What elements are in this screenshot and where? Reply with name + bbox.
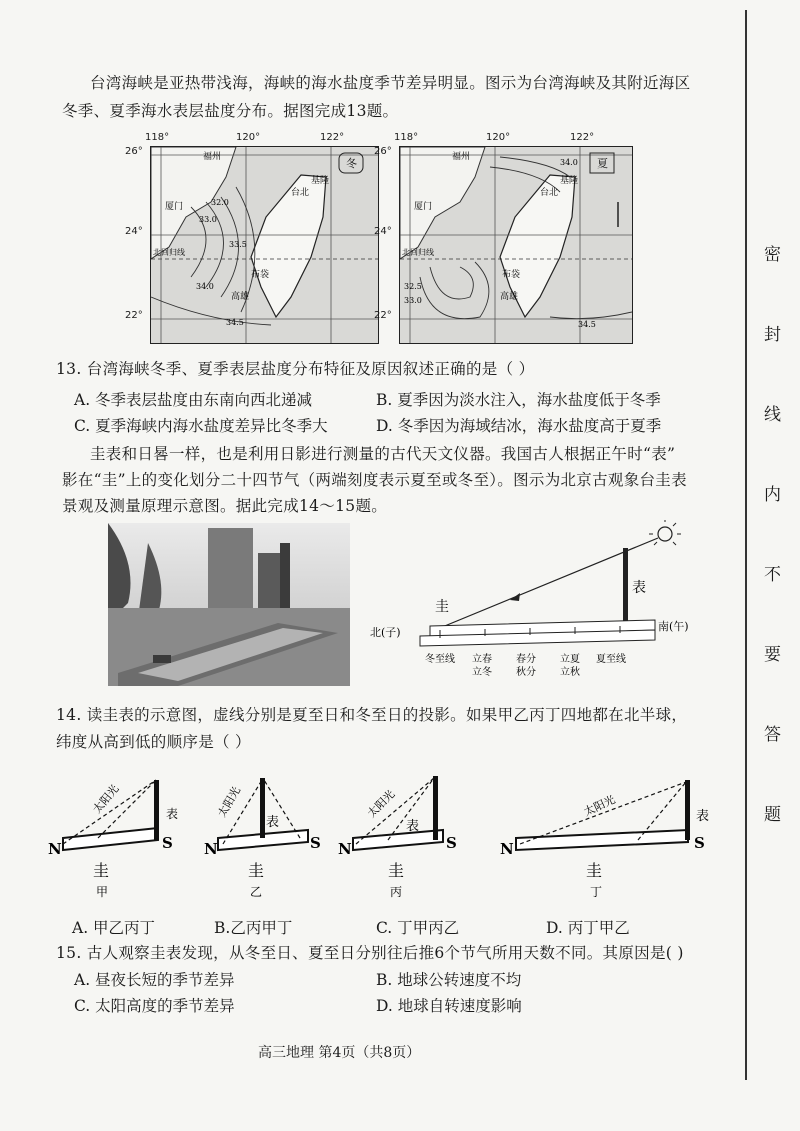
q14-stem-line2: 纬度从高到低的顺序是（ ） — [56, 733, 251, 751]
fig-s-label: S — [694, 834, 705, 852]
seal-char: 线 — [764, 405, 781, 425]
south-label: 南(午) — [658, 620, 689, 633]
isoline-label: 32.0 — [211, 198, 229, 207]
place-budai: 布袋 — [502, 270, 521, 280]
winter-map-graphic — [151, 147, 378, 343]
seal-char: 答 — [764, 725, 781, 745]
fig-s-label: S — [310, 834, 321, 852]
q15-stem: 15. 古人观察圭表发现，从冬至日、夏至日分别往后推6个节气所用天数不同。其原因是( ) — [56, 944, 684, 962]
lat-tick: 26° — [374, 146, 392, 157]
seal-line — [745, 10, 747, 1080]
isoline-label: 33.0 — [404, 296, 422, 305]
fig-biao-label: 表 — [406, 819, 420, 834]
fig-gui-label: 圭 — [388, 861, 405, 880]
fig-biao-label: 表 — [166, 807, 179, 821]
place-taibei: 台北 — [291, 188, 310, 198]
q14-option-c[interactable]: C. 丁甲丙乙 — [376, 919, 460, 937]
q14-option-b[interactable]: B.乙丙甲丁 — [214, 919, 293, 937]
tropic-line-label: 北回归线 — [153, 248, 185, 257]
mark-lixia: 立夏 — [560, 654, 580, 665]
intro-14-line3: 景观及测量原理示意图。据此完成14～15题。 — [62, 497, 388, 515]
page-footer: 高三地理 第4页（共8页） — [258, 1045, 421, 1061]
q15-option-b[interactable]: B. 地球公转速度不均 — [376, 971, 522, 989]
q15-option-c[interactable]: C. 太阳高度的季节差异 — [74, 997, 235, 1015]
figure-jia-label: 甲 — [96, 885, 109, 899]
mark-lichun: 立春 — [472, 654, 492, 665]
q15-option-d[interactable]: D. 地球自转速度影响 — [376, 997, 522, 1015]
lon-tick: 120° — [236, 132, 261, 143]
lat-tick: 24° — [125, 226, 143, 237]
fig-n-label: N — [338, 840, 352, 858]
figure-jia — [48, 780, 178, 899]
fig-n-label: N — [204, 840, 218, 858]
fig-s-label: S — [446, 834, 457, 852]
lon-tick: 120° — [486, 132, 511, 143]
seal-char: 题 — [764, 805, 781, 825]
place-jilong: 基隆 — [311, 176, 330, 186]
fig-n-label: N — [500, 840, 514, 858]
figure-yi — [204, 778, 321, 899]
seal-char: 不 — [764, 565, 781, 585]
lon-tick: 118° — [145, 132, 170, 143]
fig-sun-label: 太阳光 — [90, 782, 122, 816]
observatory-photo-graphic — [108, 523, 350, 686]
fig-n-label: N — [48, 840, 62, 858]
fig-sun-label: 太阳光 — [364, 787, 398, 821]
q14-figures — [38, 768, 728, 908]
mark-qiufen: 秋分 — [516, 667, 536, 678]
lat-tick: 26° — [125, 146, 143, 157]
q13-option-b[interactable]: B. 夏季因为淡水注入，海水盐度低于冬季 — [376, 391, 661, 409]
figure-ding — [500, 780, 709, 899]
q14-stem-line1: 14. 读圭表的示意图，虚线分别是夏至日和冬至日的投影。如果甲乙丙丁四地都在北半球， — [56, 706, 688, 724]
isoline-label: 34.0 — [560, 158, 578, 167]
intro-14-line1: 圭表和日晷一样，也是利用日影进行测量的古代天文仪器。我国古人根据正午时“表” — [90, 445, 676, 463]
seal-char: 内 — [764, 485, 781, 505]
mark-dongzhi: 冬至线 — [425, 654, 455, 665]
place-fuzhou: 福州 — [452, 152, 471, 162]
lat-tick: 22° — [125, 310, 143, 321]
mark-xiazhi: 夏至线 — [596, 654, 626, 665]
summer-season-tag: 夏 — [597, 157, 608, 170]
q13-option-a[interactable]: A. 冬季表层盐度由东南向西北递减 — [74, 391, 313, 409]
q13-option-c[interactable]: C. 夏季海峡内海水盐度差异比冬季大 — [74, 417, 328, 435]
place-gaoxiong: 高雄 — [500, 292, 519, 302]
mark-liqiu: 立秋 — [560, 667, 580, 678]
lon-tick: 118° — [394, 132, 419, 143]
north-label: 北(子) — [370, 626, 401, 639]
biao-label: 表 — [632, 580, 646, 596]
figure-yi-label: 乙 — [250, 885, 263, 899]
isoline-label: 32.5 — [404, 282, 422, 291]
seal-char: 要 — [764, 645, 781, 665]
place-xiamen: 厦门 — [414, 202, 433, 212]
q13-stem: 13. 台湾海峡冬季、夏季表层盐度分布特征及原因叙述正确的是（ ） — [56, 360, 535, 378]
place-taibei: 台北 — [540, 188, 559, 198]
tropic-line-label: 北回归线 — [402, 248, 434, 257]
figure-bing — [338, 776, 457, 899]
place-gaoxiong: 高雄 — [231, 292, 250, 302]
fig-gui-label: 圭 — [586, 861, 603, 880]
place-budai: 布袋 — [251, 270, 270, 280]
q14-option-a[interactable]: A. 甲乙丙丁 — [72, 919, 156, 937]
isoline-label: 34.0 — [196, 282, 214, 291]
observatory-photo — [108, 523, 350, 686]
lat-tick: 24° — [374, 226, 392, 237]
isoline-label: 34.5 — [226, 318, 244, 327]
place-fuzhou: 福州 — [203, 152, 222, 162]
gui-label: 圭 — [435, 599, 449, 615]
winter-season-tag: 冬 — [346, 157, 357, 170]
place-xiamen: 厦门 — [165, 202, 184, 212]
summer-map-graphic — [400, 147, 632, 343]
q14-figures-graphic — [38, 768, 728, 908]
intro-13-line1: 台湾海峡是亚热带浅海，海峡的海水盐度季节差异明显。图示为台湾海峡及其附近海区 — [90, 74, 691, 92]
lon-tick: 122° — [320, 132, 345, 143]
place-jilong: 基隆 — [560, 176, 579, 186]
fig-s-label: S — [162, 834, 173, 852]
winter-salinity-map — [150, 146, 379, 344]
fig-gui-label: 圭 — [248, 861, 265, 880]
mark-lidong: 立冬 — [472, 667, 492, 678]
fig-gui-label: 圭 — [93, 861, 110, 880]
q15-option-a[interactable]: A. 昼夜长短的季节差异 — [74, 971, 235, 989]
fig-sun-label: 太阳光 — [215, 784, 244, 820]
intro-14-line2: 影在“圭”上的变化划分二十四节气（两端刻度表示夏至或冬至）。图示为北京古观象台圭表 — [62, 471, 687, 489]
intro-13-line2: 冬季、夏季海水表层盐度分布。据图完成13题。 — [62, 102, 399, 120]
isoline-label: 34.5 — [578, 320, 596, 329]
guibiao-diagram — [370, 520, 700, 686]
fig-biao-label: 表 — [696, 809, 710, 824]
figure-bing-label: 丙 — [390, 885, 403, 899]
seal-char: 封 — [764, 325, 781, 345]
lon-tick: 122° — [570, 132, 595, 143]
q14-option-d[interactable]: D. 丙丁甲乙 — [546, 919, 630, 937]
figure-ding-label: 丁 — [590, 885, 603, 899]
isoline-label: 33.0 — [199, 215, 217, 224]
seal-line-margin — [740, 0, 800, 1131]
mark-chunfen: 春分 — [516, 654, 536, 665]
guibiao-diagram-graphic — [370, 520, 700, 686]
isoline-label: 33.5 — [229, 240, 247, 249]
q13-option-d[interactable]: D. 冬季因为海域结冰，海水盐度高于夏季 — [376, 417, 662, 435]
lat-tick: 22° — [374, 310, 392, 321]
seal-char: 密 — [764, 245, 781, 265]
fig-biao-label: 表 — [266, 815, 280, 830]
fig-sun-label: 太阳光 — [581, 792, 618, 819]
summer-salinity-map — [399, 146, 633, 344]
